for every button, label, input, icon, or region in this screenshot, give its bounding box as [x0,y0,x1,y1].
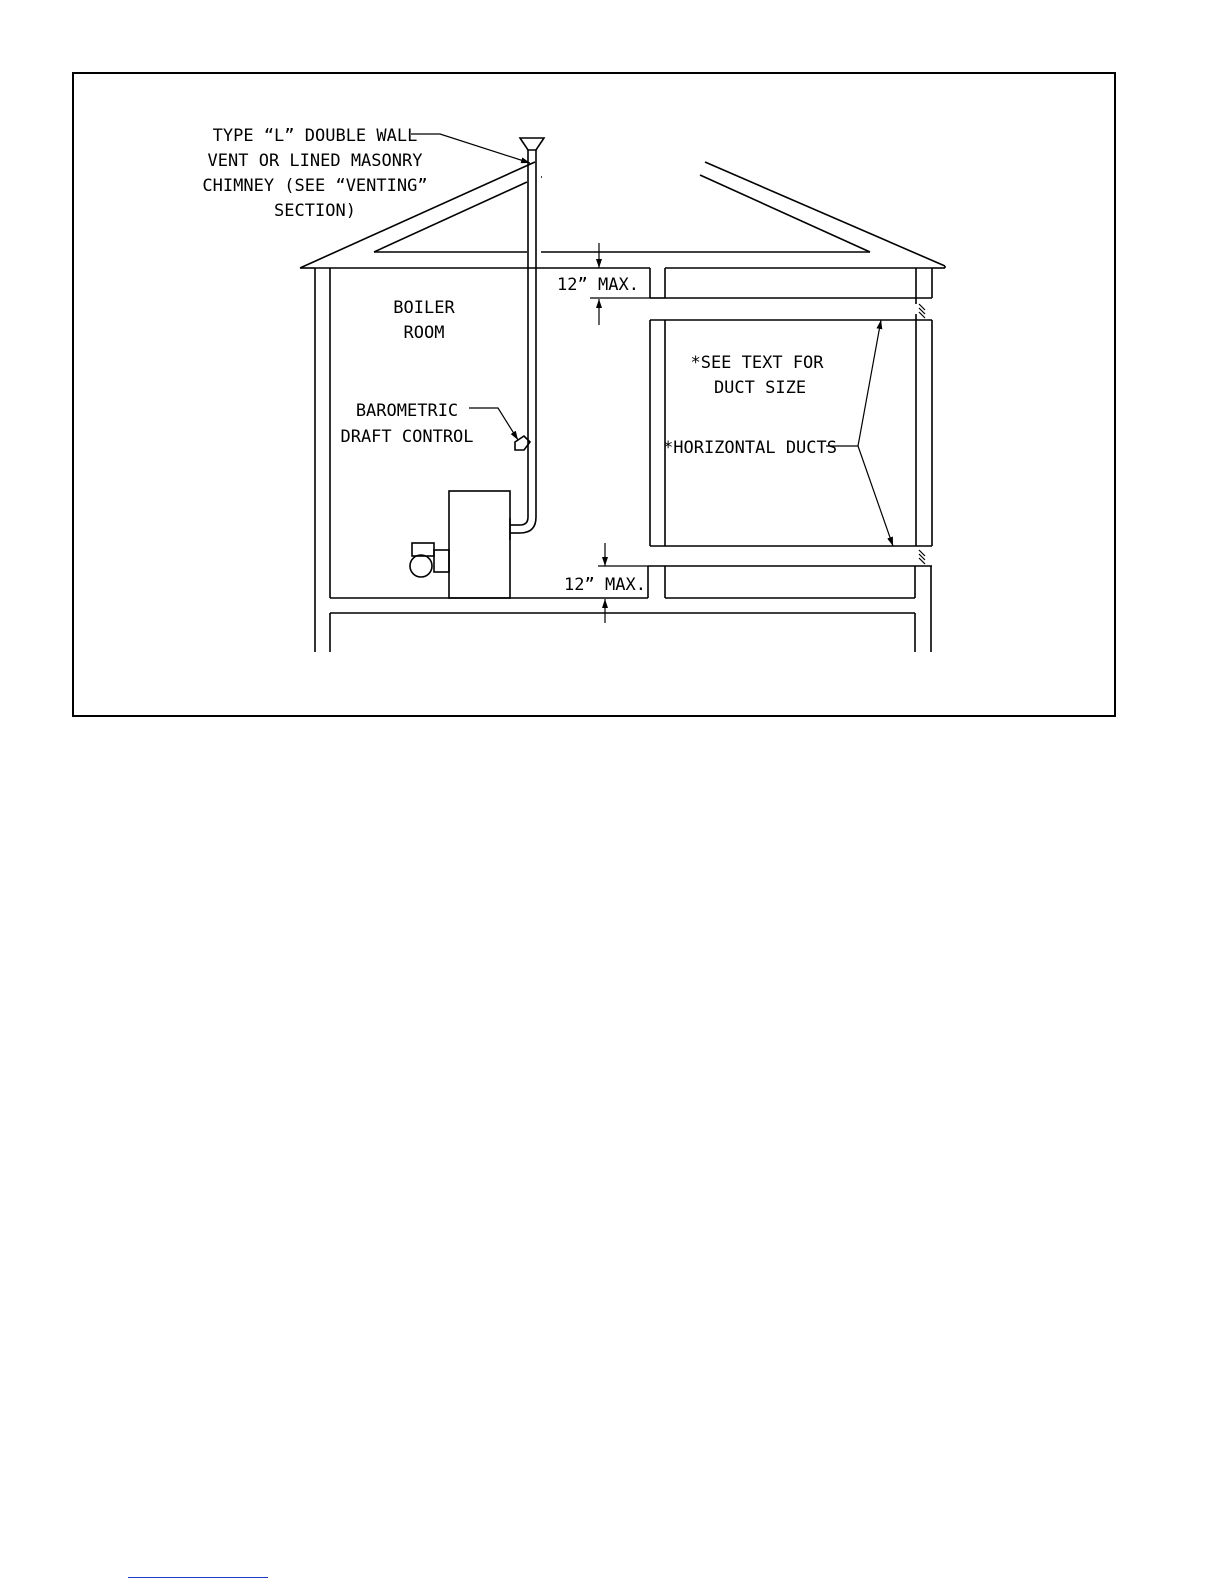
vent-label-line3: CHIMNEY (SEE “VENTING” [202,176,428,196]
leader-lines [411,134,893,546]
duct-size-label-line1: *SEE TEXT FOR [690,353,824,373]
duct-chase [650,304,932,564]
upper-partition [650,268,932,304]
vent-label-line1: TYPE “L” DOUBLE WALL [212,126,418,146]
horizontal-ducts-label: *HORIZONTAL DUCTS [663,438,837,458]
vent-label-line2: VENT OR LINED MASONRY [207,151,423,171]
boiler-room-label-line1: BOILER [393,298,455,318]
barometric-label-line1: BAROMETRIC [355,401,459,421]
footer-rule [128,1577,268,1578]
boiler-room-label-line2: ROOM [403,323,445,343]
barometric-label-line2: DRAFT CONTROL [340,427,474,447]
lower-partition [648,566,932,598]
max-lower-label: 12” MAX. [564,575,646,595]
vent-pipe [510,138,544,540]
max-upper-label: 12” MAX. [557,275,639,295]
duct-size-label-line2: DUCT SIZE [713,378,807,398]
vent-label-line4: SECTION) [274,201,356,221]
boiler [410,491,510,598]
